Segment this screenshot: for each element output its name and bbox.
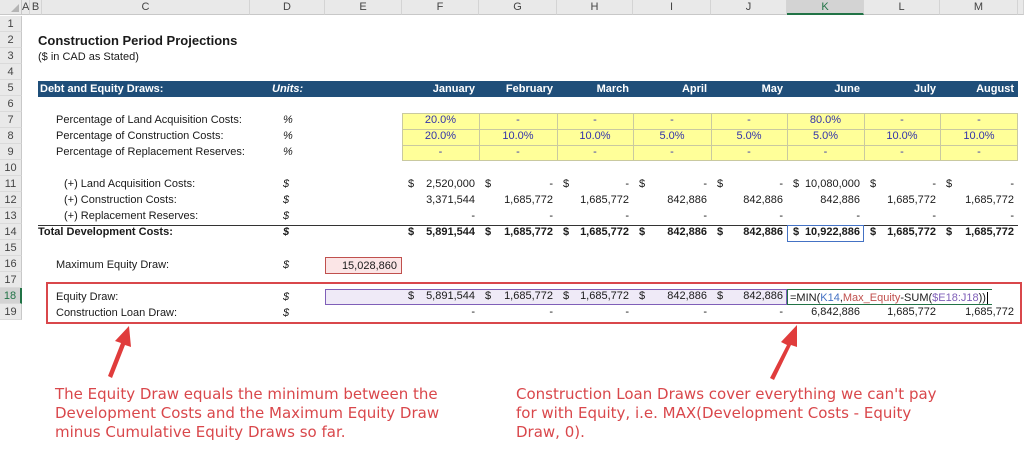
dollar-sign: $ bbox=[946, 226, 953, 238]
total-value-july: 1,685,772 bbox=[887, 226, 936, 238]
pct-input-1-may[interactable]: - bbox=[747, 114, 751, 126]
equity-draw-unit: $ bbox=[283, 291, 290, 303]
loan-draw-value-april: - bbox=[703, 306, 707, 318]
row-header-11[interactable]: 11 bbox=[0, 176, 22, 192]
row-header-7[interactable]: 7 bbox=[0, 112, 22, 128]
dollar-sign: $ bbox=[563, 290, 570, 302]
cost-value-2-june: 842,886 bbox=[820, 194, 860, 206]
row-header-3[interactable]: 3 bbox=[0, 48, 22, 64]
cost-value-1-may: - bbox=[779, 178, 783, 190]
dollar-sign: $ bbox=[485, 226, 492, 238]
cost-row-1-unit: $ bbox=[283, 178, 290, 190]
units-header-label: Units: bbox=[272, 83, 304, 95]
row-header-9[interactable]: 9 bbox=[0, 144, 22, 160]
loan-draw-value-january: - bbox=[471, 306, 475, 318]
loan-note-line-1: Construction Loan Draws cover everything we can't pay bbox=[516, 385, 937, 403]
sheet-title: Construction Period Projections bbox=[38, 33, 238, 48]
cost-value-3-march: - bbox=[625, 210, 629, 222]
cost-value-1-january: 2,520,000 bbox=[426, 178, 475, 190]
equity-draw-label: Equity Draw: bbox=[56, 291, 119, 303]
cost-value-1-march: - bbox=[625, 178, 629, 190]
pct-row-3-unit: % bbox=[283, 146, 293, 158]
dollar-sign: $ bbox=[485, 290, 492, 302]
cost-value-1-april: - bbox=[703, 178, 707, 190]
dollar-sign: $ bbox=[639, 226, 646, 238]
row-header-6[interactable]: 6 bbox=[0, 96, 22, 112]
dollar-sign: $ bbox=[408, 178, 415, 190]
month-header-april: April bbox=[681, 83, 707, 95]
cost-value-2-august: 1,685,772 bbox=[965, 194, 1014, 206]
total-value-february: 1,685,772 bbox=[504, 226, 553, 238]
pct-input-3-may[interactable]: - bbox=[747, 146, 751, 158]
row-header-1[interactable]: 1 bbox=[0, 16, 22, 32]
dollar-sign: $ bbox=[408, 226, 415, 238]
pct-input-3-june[interactable]: - bbox=[823, 146, 828, 158]
total-value-march: 1,685,772 bbox=[580, 226, 629, 238]
formula-eq: =MIN( bbox=[790, 292, 821, 304]
loan-draw-value-june: 6,842,886 bbox=[811, 306, 860, 318]
pct-input-3-april[interactable]: - bbox=[670, 146, 674, 158]
sheet-subtitle: ($ in CAD as Stated) bbox=[38, 51, 139, 63]
loan-note-line-2: for with Equity, i.e. MAX(Development Costs - Equity bbox=[516, 404, 912, 422]
month-header-march: March bbox=[596, 83, 629, 95]
formula-comma: , bbox=[839, 292, 843, 304]
cost-value-3-july: - bbox=[932, 210, 936, 222]
equity-draw-value-march: 1,685,772 bbox=[580, 290, 629, 302]
section-header-label: Debt and Equity Draws: bbox=[40, 83, 164, 95]
cost-value-2-february: 1,685,772 bbox=[504, 194, 553, 206]
cost-value-3-june: - bbox=[856, 210, 860, 222]
loan-note-line-3: Draw, 0). bbox=[516, 423, 585, 441]
column-header-i[interactable]: I bbox=[633, 0, 711, 15]
loan-draw-value-february: - bbox=[549, 306, 553, 318]
month-header-january: January bbox=[432, 83, 475, 95]
month-header-february: February bbox=[505, 83, 553, 95]
pct-input-2-january[interactable]: 20.0% bbox=[424, 130, 457, 142]
formula-close: )) bbox=[978, 292, 986, 304]
max-equity-label: Maximum Equity Draw: bbox=[56, 259, 170, 271]
loan-draw-value-may: - bbox=[779, 306, 783, 318]
cost-value-1-july: - bbox=[932, 178, 936, 190]
formula-ref-range: $E18:J18 bbox=[932, 292, 979, 304]
dollar-sign: $ bbox=[793, 226, 800, 238]
pct-input-3-january[interactable]: - bbox=[438, 146, 443, 158]
pct-input-1-august[interactable]: - bbox=[977, 114, 981, 126]
dollar-sign: $ bbox=[563, 178, 570, 190]
row-header-2[interactable]: 2 bbox=[0, 32, 22, 48]
dollar-sign: $ bbox=[946, 178, 953, 190]
total-row-unit: $ bbox=[283, 226, 290, 238]
cost-row-3-unit: $ bbox=[283, 210, 290, 222]
cost-value-1-february: - bbox=[549, 178, 553, 190]
column-header-c[interactable]: C bbox=[42, 0, 250, 15]
total-value-may: 842,886 bbox=[743, 226, 783, 238]
pct-row-2-label: Percentage of Construction Costs: bbox=[56, 130, 224, 142]
dollar-sign: $ bbox=[717, 290, 724, 302]
dollar-sign: $ bbox=[793, 178, 800, 190]
column-header-f[interactable]: F bbox=[402, 0, 479, 15]
cost-value-2-january: 3,371,544 bbox=[426, 194, 475, 206]
column-header-b[interactable]: B bbox=[30, 0, 42, 15]
column-header-h[interactable]: H bbox=[557, 0, 633, 15]
pct-input-1-january[interactable]: 20.0% bbox=[424, 114, 457, 126]
cost-row-2-unit: $ bbox=[283, 194, 290, 206]
cost-value-2-march: 1,685,772 bbox=[580, 194, 629, 206]
cost-value-3-august: - bbox=[1010, 210, 1014, 222]
equity-draw-value-april: 842,886 bbox=[667, 290, 707, 302]
total-value-january: 5,891,544 bbox=[426, 226, 475, 238]
loan-draw-value-july: 1,685,772 bbox=[887, 306, 936, 318]
pct-input-1-april[interactable]: - bbox=[670, 114, 674, 126]
pct-input-3-august[interactable]: - bbox=[977, 146, 981, 158]
column-header-k[interactable]: K bbox=[787, 0, 864, 15]
row-header-10[interactable]: 10 bbox=[0, 160, 22, 176]
pct-input-2-february[interactable]: 10.0% bbox=[502, 130, 534, 142]
pct-input-3-july[interactable]: - bbox=[900, 146, 904, 158]
equity-draw-note bbox=[55, 385, 439, 442]
column-header-g[interactable]: G bbox=[479, 0, 557, 15]
equity-draw-value-february: 1,685,772 bbox=[504, 290, 553, 302]
cost-value-3-january: - bbox=[471, 210, 475, 222]
formula-ref-k14: K14 bbox=[820, 292, 840, 304]
loan-draw-note bbox=[516, 385, 937, 442]
loan-draw-label: Construction Loan Draw: bbox=[56, 307, 178, 319]
formula-minus-sum: -SUM( bbox=[900, 292, 933, 304]
dollar-sign: $ bbox=[870, 178, 877, 190]
pct-input-3-february[interactable]: - bbox=[516, 146, 520, 158]
formula-name-max-equity: Max_Equity bbox=[842, 292, 901, 304]
dollar-sign: $ bbox=[717, 226, 724, 238]
pct-input-2-april[interactable]: 5.0% bbox=[659, 130, 685, 142]
dollar-sign: $ bbox=[485, 178, 492, 190]
row-header-15[interactable]: 15 bbox=[0, 240, 22, 256]
pct-row-2-unit: % bbox=[283, 130, 293, 142]
pct-input-2-august[interactable]: 10.0% bbox=[963, 130, 995, 142]
column-header-j[interactable]: J bbox=[711, 0, 787, 15]
column-header-e[interactable]: E bbox=[325, 0, 402, 15]
max-equity-input[interactable]: 15,028,860 bbox=[325, 257, 402, 274]
dollar-sign: $ bbox=[639, 178, 646, 190]
row-header-16[interactable]: 16 bbox=[0, 256, 22, 272]
pct-input-2-may[interactable]: 5.0% bbox=[736, 130, 762, 142]
dollar-sign: $ bbox=[408, 290, 415, 302]
pct-input-1-february[interactable]: - bbox=[516, 114, 520, 126]
row-header-8[interactable]: 8 bbox=[0, 128, 22, 144]
pct-row-1-label: Percentage of Land Acquisition Costs: bbox=[56, 114, 242, 126]
cost-row-2-label: (+) Construction Costs: bbox=[64, 194, 177, 206]
cost-value-1-august: - bbox=[1010, 178, 1014, 190]
cost-value-3-february: - bbox=[549, 210, 553, 222]
pct-input-1-june[interactable]: 80.0% bbox=[809, 114, 842, 126]
row-header-12[interactable]: 12 bbox=[0, 192, 22, 208]
pct-input-1-july[interactable]: - bbox=[900, 114, 904, 126]
pct-input-3-march[interactable]: - bbox=[593, 146, 597, 158]
cost-value-2-may: 842,886 bbox=[743, 194, 783, 206]
row-header-4[interactable]: 4 bbox=[0, 64, 22, 80]
cost-value-3-april: - bbox=[703, 210, 707, 222]
pct-row-3-label: Percentage of Replacement Reserves: bbox=[56, 146, 245, 158]
row-header-14[interactable]: 14 bbox=[0, 224, 22, 240]
dollar-sign: $ bbox=[870, 226, 877, 238]
pct-input-1-march[interactable]: - bbox=[593, 114, 597, 126]
cost-value-2-april: 842,886 bbox=[667, 194, 707, 206]
row-header-5[interactable]: 5 bbox=[0, 80, 22, 96]
equity-note-line-3: minus Cumulative Equity Draws so far. bbox=[55, 423, 346, 441]
loan-draw-value-august: 1,685,772 bbox=[965, 306, 1014, 318]
loan-draw-unit: $ bbox=[283, 307, 290, 319]
equity-note-line-2: Development Costs and the Maximum Equity Draw bbox=[55, 404, 440, 422]
pct-row-1-unit: % bbox=[283, 114, 293, 126]
max-equity-unit: $ bbox=[283, 259, 290, 271]
cost-value-3-may: - bbox=[779, 210, 783, 222]
row-header-18[interactable]: 18 bbox=[0, 288, 22, 304]
month-header-july: July bbox=[913, 83, 936, 95]
cost-row-1-label: (+) Land Acquisition Costs: bbox=[64, 178, 196, 190]
column-header-l[interactable]: L bbox=[864, 0, 940, 15]
dollar-sign: $ bbox=[563, 226, 570, 238]
column-header-m[interactable]: M bbox=[940, 0, 1018, 15]
equity-draw-value-may: 842,886 bbox=[743, 290, 783, 302]
right-arrow-icon bbox=[770, 325, 797, 380]
cost-row-3-label: (+) Replacement Reserves: bbox=[64, 210, 199, 222]
pct-input-2-june[interactable]: 5.0% bbox=[812, 130, 839, 142]
row-header-13[interactable]: 13 bbox=[0, 208, 22, 224]
equity-note-line-1: The Equity Draw equals the minimum between the bbox=[55, 385, 438, 403]
cost-value-2-july: 1,685,772 bbox=[887, 194, 936, 206]
row-header-17[interactable]: 17 bbox=[0, 272, 22, 288]
left-arrow-icon bbox=[108, 326, 131, 378]
total-value-august: 1,685,772 bbox=[965, 226, 1014, 238]
column-header-d[interactable]: D bbox=[250, 0, 325, 15]
dollar-sign: $ bbox=[717, 178, 724, 190]
total-value-june: 10,922,886 bbox=[804, 226, 860, 238]
pct-input-2-july[interactable]: 10.0% bbox=[886, 130, 918, 142]
total-row-label: Total Development Costs: bbox=[38, 226, 173, 238]
total-value-april: 842,886 bbox=[667, 226, 707, 238]
loan-draw-value-march: - bbox=[625, 306, 629, 318]
dollar-sign: $ bbox=[639, 290, 646, 302]
pct-input-2-march[interactable]: 10.0% bbox=[579, 130, 611, 142]
cost-value-1-june: 10,080,000 bbox=[804, 178, 860, 190]
row-header-19[interactable]: 19 bbox=[0, 304, 22, 320]
column-header-a[interactable]: A bbox=[22, 1, 30, 13]
month-header-may: May bbox=[761, 83, 783, 95]
month-header-august: August bbox=[976, 83, 1014, 95]
month-header-june: June bbox=[834, 83, 860, 95]
equity-draw-value-january: 5,891,544 bbox=[426, 290, 475, 302]
